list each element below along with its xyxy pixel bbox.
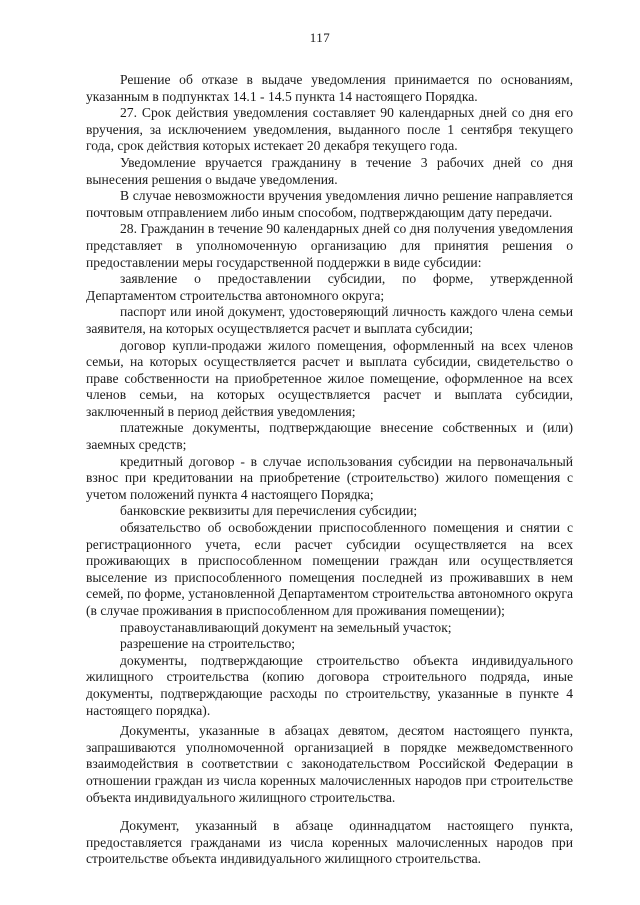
paragraph: платежные документы, подтверждающие внесение собственных и (или) заемных средств; xyxy=(86,420,573,453)
paragraph: договор купли-продажи жилого помещения, оформленный на всех членов семьи, на которых осуществляется расчет и выплата субсидии, свидетельство о праве собственности на приобретенное жилое помещение, оформленное на всех членов семьи, на которых осуществляется расчет и выплата субсидии, заключенный в период действия уведомления; xyxy=(86,337,573,419)
paragraph: В случае невозможности вручения уведомления лично решение направляется почтовым отправлением либо иным способом, подтверждающим дату передачи. xyxy=(86,188,573,220)
paragraph: заявление о предоставлении субсидии, по форме, утвержденной Департаментом строительства автономного округа; xyxy=(86,271,573,303)
paragraph: 28. Гражданин в течение 90 календарных дней со дня получения уведомления представляет в уполномоченную организацию для принятия решения о предоставлении меры государственной поддержки в виде субсидии: xyxy=(86,221,573,270)
page-number: 117 xyxy=(309,30,331,45)
paragraph: Документ, указанный в абзаце одиннадцатом настоящего пункта, предоставляется гражданами из числа коренных малочисленных народов при строительстве объекта индивидуального жилищного строительства. xyxy=(86,818,573,867)
paragraph: кредитный договор - в случае использования субсидии на первоначальный взнос при кредитовании на приобретение (строительство) жилого помещения с учетом положений пункта 4 настоящего Порядка; xyxy=(86,453,573,502)
paragraph: разрешение на строительство; xyxy=(120,636,296,652)
paragraph: 27. Срок действия уведомления составляет 90 календарных дней со дня его вручения, за исключением уведомления, выданного после 1 сентября текущего года, срок действия которых истекает 20 декабря текущего года. xyxy=(86,105,573,154)
paragraph: документы, подтверждающие строительство объекта индивидуального жилищного строительства (копию договора строительного подряда, иные документы, подтверждающие расходы по строительству, указанные в пункте 4 настоящего порядка). xyxy=(86,652,573,718)
paragraph: правоустанавливающий документ на земельный участок; xyxy=(120,619,452,635)
paragraph: банковские реквизиты для перечисления субсидии; xyxy=(120,503,418,519)
paragraph: Решение об отказе в выдаче уведомления принимается по основаниям, указанным в подпунктах 14.1 - 14.5 пункта 14 настоящего Порядка. xyxy=(86,72,573,104)
paragraph: паспорт или иной документ, удостоверяющий личность каждого члена семьи заявителя, на которых осуществляется расчет и выплата субсидии; xyxy=(86,304,573,336)
document-body xyxy=(86,72,573,868)
paragraph: Документы, указанные в абзацах девятом, десятом настоящего пункта, запрашиваются уполномоченной организацией в порядке межведомственного взаимодействия в соответствии с законодательством Российской Федерации в отношении граждан из числа коренных малочисленных народов при строительстве объекта индивидуального жилищного строительства. xyxy=(86,723,573,805)
paragraph: обязательство об освобождении приспособленного помещения и снятии с регистрационного учета, если расчет субсидии осуществляется на всех проживающих в приспособленном помещении граждан или осуществляется выселение из приспособленного помещения последней из проживавших в нем семей, по форме, установленной Департаментом строительства автономного округа (в случае проживания в приспособленном для проживания помещении); xyxy=(86,520,573,618)
paragraph: Уведомление вручается гражданину в течение 3 рабочих дней со дня вынесения решения о выдаче уведомления. xyxy=(86,154,573,187)
